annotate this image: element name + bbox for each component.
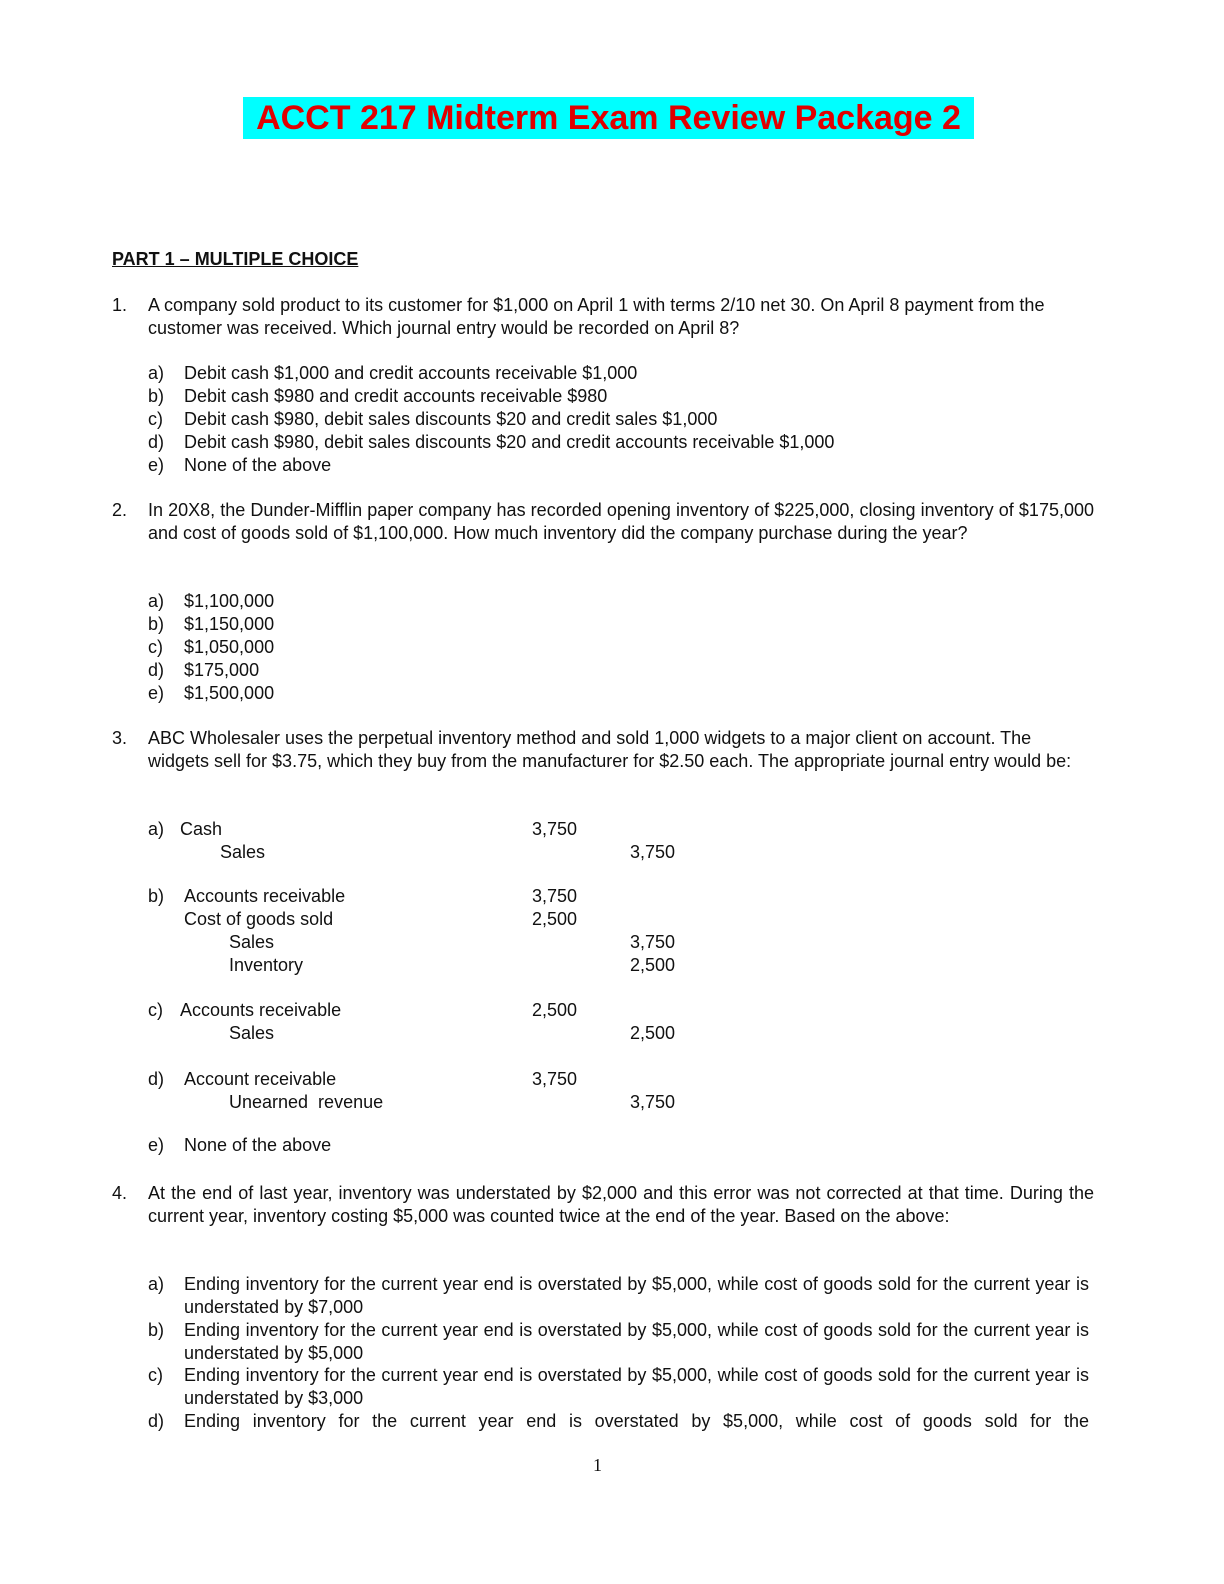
option-letter: e) [148,683,165,703]
question-text: A company sold product to its customer for $1,000 on April 1 with terms 2/10 net 30. On April 8 payment from the customer was received. Which journal entry would be recorded on April 8? [148,295,1045,338]
option-letter: e) [148,455,165,475]
option-text: None of the above [184,1135,332,1155]
option-letter: c) [148,1000,163,1020]
option-letter: a) [148,819,165,839]
option-letter: b) [148,386,165,406]
option-text: Debit cash $980 and credit accounts receivable $980 [184,386,608,406]
journal-debit-account: Accounts receivable [184,886,346,906]
option-letter: a) [148,1274,165,1294]
part-heading: PART 1 – MULTIPLE CHOICE [112,249,359,269]
option-text: Debit cash $980, debit sales discounts $20 and credit sales $1,000 [184,409,718,429]
journal-debit-amount: 3,750 [531,819,577,839]
question-number: 1. [112,295,128,315]
journal-debit-account: Account receivable [184,1069,337,1089]
question-text: ABC Wholesaler uses the perpetual inventory method and sold 1,000 widgets to a major client on account. The widgets sell for $3.75, which they buy from the manufacturer for $2.50 each. The appropriate journal entry would be: [148,728,1072,771]
option-letter: b) [148,614,165,634]
option-text: $1,500,000 [184,683,275,703]
option-letter: a) [148,363,165,383]
journal-debit-amount: 2,500 [531,1000,577,1020]
journal-debit-amount: 2,500 [531,909,577,929]
option-text: $175,000 [184,660,260,680]
option-letter: d) [148,1411,165,1431]
journal-credit-account: Sales [220,842,266,862]
journal-credit-account: Sales [229,1023,275,1043]
journal-debit-amount: 3,750 [531,1069,577,1089]
journal-debit-account: Cost of goods sold [184,909,334,929]
option-text: Ending inventory for the current year end is overstated by $5,000, while cost of goods sold for the current year is understated by $5,000 [184,1320,1089,1363]
option-letter: c) [148,409,163,429]
option-letter: e) [148,1135,165,1155]
document-title: ACCT 217 Midterm Exam Review Package 2 [243,97,974,139]
question-number: 4. [112,1183,128,1203]
journal-credit-amount: 3,750 [629,932,675,952]
option-text: Debit cash $1,000 and credit accounts receivable $1,000 [184,363,638,383]
option-text: None of the above [184,455,332,475]
option-letter: c) [148,637,163,657]
option-text: Ending inventory for the current year end is overstated by $5,000, while cost of goods sold for the current year is understated by $3,000 [184,1365,1089,1408]
journal-debit-amount: 3,750 [531,886,577,906]
option-letter: a) [148,591,165,611]
journal-credit-account: Inventory [229,955,304,975]
journal-debit-account: Accounts receivable [180,1000,342,1020]
question-number: 2. [112,500,128,520]
page-number: 1 [593,1455,602,1475]
journal-credit-account: Unearned revenue [229,1092,384,1112]
question-text: At the end of last year, inventory was understated by $2,000 and this error was not corrected at that time. During the current year, inventory costing $5,000 was counted twice at the end of the year. Based on the above: [148,1183,1094,1226]
option-letter: d) [148,1069,165,1089]
journal-debit-account: Cash [180,819,223,839]
question-text: In 20X8, the Dunder-Mifflin paper company has recorded opening inventory of $225,000, closing inventory of $175,000 and cost of goods sold of $1,100,000. How much inventory did the company purchase during the year? [148,500,1094,543]
option-letter: c) [148,1365,163,1385]
option-text: Debit cash $980, debit sales discounts $20 and credit accounts receivable $1,000 [184,432,835,452]
option-letter: d) [148,432,165,452]
journal-credit-amount: 2,500 [629,955,675,975]
journal-credit-amount: 3,750 [629,842,675,862]
option-text: Ending inventory for the current year end is overstated by $5,000, while cost of goods sold for the current year is understated by $7,000 [184,1274,1089,1317]
journal-credit-amount: 2,500 [629,1023,675,1043]
question-number: 3. [112,728,128,748]
option-text: $1,050,000 [184,637,275,657]
journal-credit-amount: 3,750 [629,1092,675,1112]
option-text: $1,150,000 [184,614,275,634]
option-text: Ending inventory for the current year end is overstated by $5,000, while cost of goods sold for the [184,1411,1089,1431]
option-letter: b) [148,886,165,906]
option-text: $1,100,000 [184,591,275,611]
option-letter: d) [148,660,165,680]
journal-credit-account: Sales [229,932,275,952]
option-letter: b) [148,1320,165,1340]
